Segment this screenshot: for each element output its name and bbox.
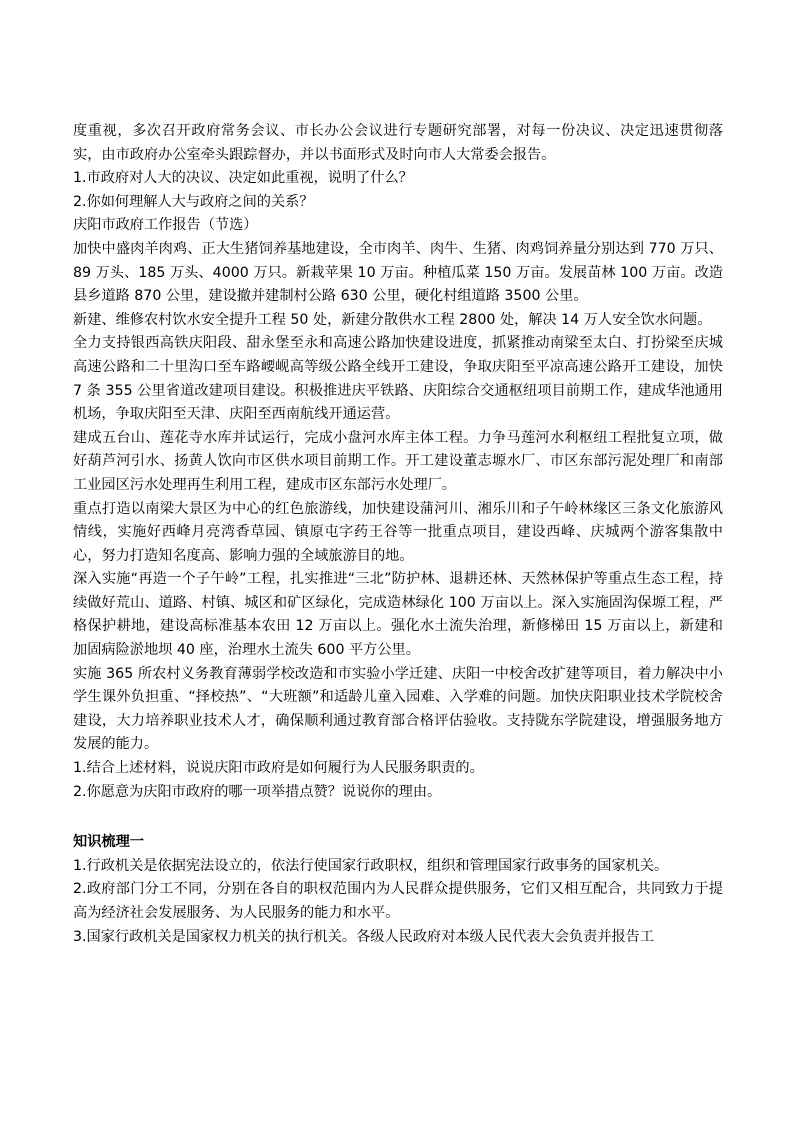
continuation-paragraph: 度重视，多次召开政府常务会议、市长办公会议进行专题研究部署，对每一份决议、决定迅速贯彻落实，由市政府办公室牵头跟踪督办，并以书面形式及时向市人大常委会报告。 [73,123,723,163]
report-question-2: 2.你愿意为庆阳市政府的哪一项举措点赞？说说你的理由。 [73,783,442,800]
report-question-1: 1.结合上述材料，说说庆阳市政府是如何履行为人民服务职责的。 [73,760,484,777]
question-2: 2.你如何理解人大与政府之间的关系？ [73,193,314,210]
knowledge-item: 1.行政机关是依据宪法设立的，依法行使国家行政职权，组织和管理国家行政事务的国家机关。 [73,857,669,874]
knowledge-item: 3.国家行政机关是国家权力机关的执行机关。各级人民政府对本级人民代表大会负责并报告工 [73,928,655,945]
question-1: 1.市政府对人大的决议、决定如此重视，说明了什么？ [73,170,413,187]
report-paragraph: 实施 365 所农村义务教育薄弱学校改造和市实验小学迁建、庆阳一中校舍改扩建等项目，着力解决中小学生课外负担重、“择校热”、“大班额”和适龄儿童入园难、入学难的问题。加快庆阳职业技术学院校舍建设，大力培养职业技术人才，确保顺利通过教育部合格评估验收。支持陇东学院建设，增强服务地方发展的能力。 [73,665,723,753]
report-paragraph: 新建、维修农村饮水安全提升工程 50 处，新建分散供水工程 2800 处，解决 14 万人安全饮水问题。 [73,311,712,328]
document-page [73,120,723,949]
knowledge-item: 2.政府部门分工不同，分别在各自的职权范围内为人民群众提供服务，它们又相互配合，共同致力于提高为经济社会发展服务、为人民服务的能力和水平。 [73,881,723,921]
report-paragraph: 加快中盛肉羊肉鸡、正大生猪饲养基地建设，全市肉羊、肉牛、生猪、肉鸡饲养量分别达到 770 万只、89 万头、185 万头、4000 万只。新栽苹果 10 万亩。种植瓜菜 150 万亩。发展苗林 100 万亩。改造县乡道路 870 公里，建设撤并建制村公路 630 公里，硬化村组道路 3500 公里。 [73,240,723,305]
report-paragraph: 建成五台山、莲花寺水库并试运行，完成小盘河水库主体工程。力争马莲河水利枢纽工程批复立项，做好葫芦河引水、扬黄人饮向市区供水项目前期工作。开工建设董志塬水厂、市区东部污泥处理厂和南部工业园区污水处理再生利用工程，建成市区东部污水处理厂。 [73,429,723,493]
report-paragraph: 重点打造以南梁大景区为中心的红色旅游线，加快建设蒲河川、湘乐川和子午岭林缘区三条文化旅游风情线，实施好西峰月亮湾香草园、镇原屯字药王谷等一批重点项目，建设西峰、庆城两个游客集散中心，努力打造知名度高、影响力强的全域旅游目的地。 [73,500,723,564]
section-spacer [73,804,723,831]
report-title: 庆阳市政府工作报告（节选） [73,217,258,234]
report-paragraph: 全力支持银西高铁庆阳段、甜永堡至永和高速公路加快建设进度，抓紧推动南梁至太白、打扮梁至庆城高速公路和二十里沟口至车路崾岘高等级公路全线开工建设，争取庆阳至平凉高速公路开工建设，加快 7 条 355 公里省道改建项目建设。积极推进庆平铁路、庆阳综合交通枢纽项目前期工作，建成华池通用机场，争取庆阳至天津、庆阳至西南航线开通运营。 [73,335,723,423]
report-paragraph: 深入实施“再造一个子午岭”工程，扎实推进“三北”防护林、退耕还林、天然林保护等重点生态工程，持续做好荒山、道路、村镇、城区和矿区绿化，完成造林绿化 100 万亩以上。深入实施固沟保塬工程，严格保护耕地，建设高标准基本农田 12 万亩以上。强化水土流失治理，新修梯田 15 万亩以上，新建和加固病险淤地坝 40 座，治理水土流失 600 平方公里。 [73,571,723,659]
knowledge-heading: 知识梳理一 [73,834,144,851]
